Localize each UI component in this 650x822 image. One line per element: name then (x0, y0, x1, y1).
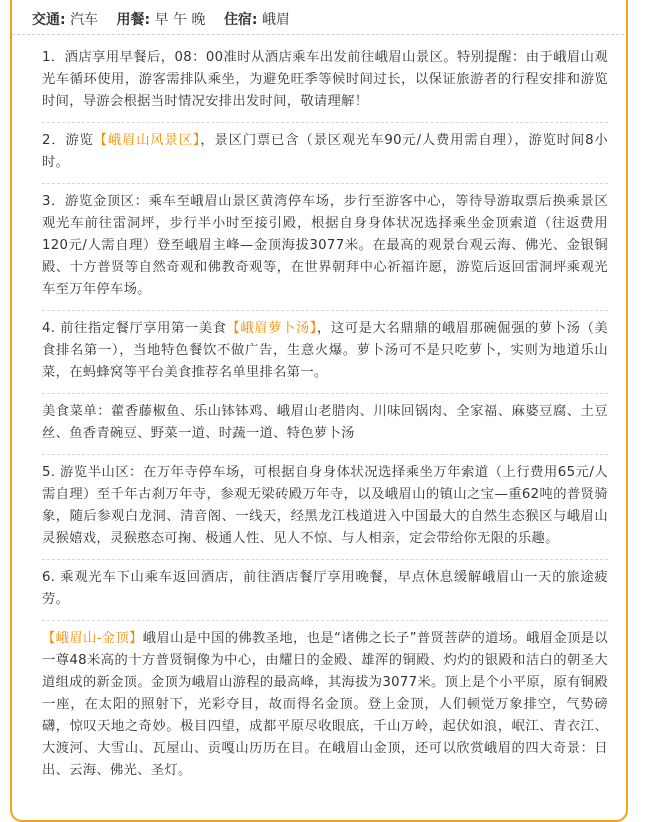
paragraph-golden-summit (42, 184, 608, 311)
highlight-radish-soup: 【峨眉萝卜汤】 (226, 321, 317, 336)
paragraph-text: 6. 乘观光车下山乘车返回酒店，前往酒店餐厅享用晚餐，早点休息缓解峨眉山一天的旅途疲劳。 (42, 570, 608, 607)
paragraph-text: ，这可是大名鼎鼎的峨眉那碗倔强的萝卜汤（美食排名第一），当地特色餐饮不做广告，生意火爆。萝卜汤可不是只吃萝卜，实则为地道乐山菜，在蚂蜂窝等平台美食推荐名单里排名第一。 (42, 321, 608, 380)
paragraph-text: 美食菜单：藿香藤椒鱼、乐山钵钵鸡、峨眉山老腊肉、川味回锅肉、全家福、麻婆豆腐、土豆丝、鱼香青碗豆、野菜一道、时蔬一道、特色萝卜汤 (42, 404, 608, 441)
paragraph-text: 3．游览金顶区：乘车至峨眉山景区黄湾停车场，步行至游客中心，等待导游取票后换乘景区观光车前往雷洞坪，步行半小时至接引殿，根据自身身体状况选择乘坐金顶索道（往返费用120元/人需自理）登至峨眉主峰—金顶海拔3077米。在最高的观景台观云海、佛光、金银铜殿、十方普贤等自然奇观和佛教奇观等，在世界朝拜中心祈福许愿，游览后返回雷洞坪乘观光车至万年停车场。 (42, 194, 608, 297)
paragraph-radish-soup (42, 311, 608, 394)
highlight-emeishan-scenic-area: 【峨眉山风景区】 (93, 133, 201, 148)
transport-label: 交通: (32, 12, 66, 28)
stay-label: 住宿: (223, 12, 258, 28)
paragraph-food-menu (42, 394, 608, 455)
itinerary-header (32, 10, 290, 30)
highlight-golden-summit: 【峨眉山-金顶】 (42, 631, 143, 646)
transport-value: 汽车 (70, 12, 99, 28)
paragraph-text: 5. 游览半山区：在万年寺停车场，可根据自身身体状况选择乘坐万年索道（上行费用65元/人需自理）至千年古刹万年寺，参观无梁砖殿万年寺，以及峨眉山的镇山之宝—重62吨的普贤骑象，随后参观白龙洞、清音阁、一线天，经黑龙江栈道进入中国最大的自然生态猴区与峨眉山灵猴嬉戏，灵猴憨态可掬、极通人性、见人不惊、与人相亲，定会带给你无限的乐趣。 (42, 465, 608, 546)
paragraph-text: ，景区门票已含（景区观光车90元/人费用需自理），游览时间8小时。 (42, 133, 608, 170)
paragraph-text: 4. 前往指定餐厅享用第一美食 (42, 321, 227, 336)
paragraph-text: 峨眉山是中国的佛教圣地，也是“诸佛之长子”普贤菩萨的道场。峨眉金顶是以一尊48米高的十方普贤铜像为中心，由耀日的金殿、雄浑的铜殿、灼灼的银殿和洁白的朝圣大道组成的新金顶。金顶为峨眉山游程的最高峰，其海拔为3077米。顶上是个小平原，原有铜殿一座，在太阳的照射下，光彩夺目，故而得名金顶。登上金顶，人们顿觉万象排空，气势磅礴，惊叹天地之奇妙。极目四望，成都平原尽收眼底，千山万岭，起伏如浪，岷江、青衣江、大渡河、大雪山、瓦屋山、贡嘎山历历在目。在峨眉山金顶，还可以欣赏峨眉的四大奇景：日出、云海、佛光、圣灯。 (42, 631, 608, 778)
stay-value: 峨眉 (262, 12, 290, 28)
meal-value: 早 午 晚 (154, 12, 206, 28)
itinerary-content (42, 40, 608, 791)
header-divider (12, 34, 624, 35)
paragraph-text: 2．游览 (42, 133, 94, 148)
paragraph-return-hotel (42, 560, 608, 621)
meal-label: 用餐: (116, 12, 151, 28)
paragraph-text: 1．酒店享用早餐后，08：00准时从酒店乘车出发前往峨眉山景区。特别提醒：由于峨眉山观光车循环使用，游客需排队乘坐，为避免旺季等候时间过长，以保证旅游者的行程安排和游览时间，导游会根据当时情况安排出发时间，敬请理解！ (42, 50, 608, 109)
paragraph-half-mountain (42, 455, 608, 560)
paragraph-golden-summit-intro (42, 621, 608, 791)
paragraph-breakfast-departure (42, 40, 608, 123)
paragraph-scenic-area (42, 123, 608, 184)
